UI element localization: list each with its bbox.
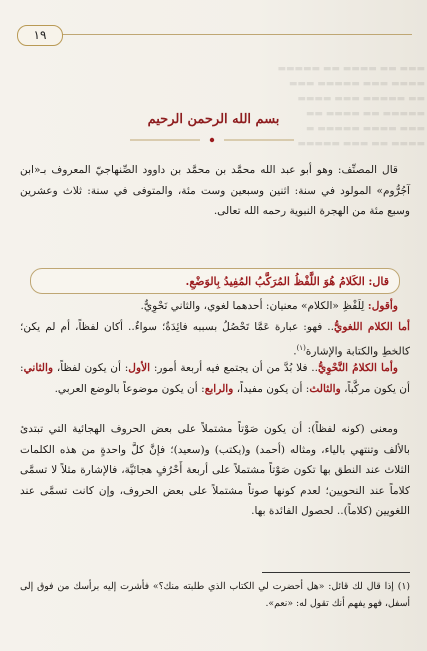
- aqool-label: وأقول:: [367, 300, 398, 312]
- paragraph-definition-text: لِلَفْظِ «الكلام» معنيان: أحدهما لغوي، والثاني نَحْوِيٌّ.: [140, 300, 365, 312]
- matn-label: قال:: [368, 275, 389, 288]
- footnote-separator: [262, 572, 410, 573]
- paragraph-linguistic-text: .. فهو: عبارة عَمَّا تَحْصُلُ بسببه فائِدَةٌ؛ سواءٌ.. أكان لفظاً، أم لم يكن؛ كالخطِ والكتابة والإشارة: [20, 321, 410, 358]
- footnote-ref[interactable]: (١): [296, 343, 306, 352]
- paragraph-grammatical: [20, 358, 410, 399]
- grammatical-label: وأما الكلامُ النَّحْوِيُّ: [318, 362, 398, 374]
- third-condition-label: والثالث: [309, 382, 341, 395]
- matn-box: [30, 268, 400, 294]
- basmala-ornament: [130, 137, 294, 143]
- lafz-meaning-text: ومعنى (كونه لفظاً): أن يكون صَوْتاً مشتملاً على بعض الحروف الهجائية التي تبتدئ بالألف وتنتهي بالياء، ومثاله (أحمد) و(يكتب) و(سعيد)؛ فإنَّ كلَّ واحدةٍ من هذه الكلمات الثلاث عند النطق بها تكون صَوْتاً مشتملاً على أربعة أَحْرُفٍ هجائيَّة، فالإشارة مثلاً لا تسمَّى كلاماً عند النحويين؛ لعدم كونها صوتاً مشتملاً على بعض الحروف، وإن كانت تسمَّى عند اللغويين (كلاماً).. لحصول الفائدة بها.: [20, 423, 410, 517]
- linguistic-label: أما الكلام اللغويُّ: [334, 321, 410, 333]
- matn-text: الكَلامُ هُوَ اللَّفْظُ المُرَكَّبُ المُفِيدُ بِالوَضْعِ.: [185, 275, 365, 288]
- header-rule: [28, 34, 412, 35]
- page-number-badge: ١٩: [17, 25, 63, 46]
- period: .: [293, 345, 297, 358]
- third-condition-text: : أن يكون مفيداً،: [236, 382, 310, 395]
- paragraph-lafz-meaning: [20, 419, 410, 522]
- second-condition-text: : أن يكون مركَّباً،: [20, 362, 410, 395]
- fourth-condition-label: والرابع: [204, 382, 234, 395]
- second-condition-label: والثاني: [23, 362, 54, 374]
- paragraph-definition: [20, 296, 410, 317]
- first-condition-text: : أن يكون لفظاً،: [56, 362, 129, 374]
- basmala-heading: بسم الله الرحمن الرحيم: [147, 112, 280, 127]
- intro-text: قال المصنِّف: وهو أبو عبد الله محمَّد بن محمَّد بن داوود الصِّنهاجيّ المعروف بـ«ابن آجُرُّوم» المولود في سنة: اثنين وسبعين وست مئة، والمتوفى في سنة: ثلاث وعشرين وسبع مئة من الهجرة النبوية رحمه الله تعالى.: [20, 164, 410, 217]
- paragraph-linguistic: [20, 317, 410, 362]
- footnote: (١) إذا قال لك قائل: «هل أحضرت لي الكتاب الذي طلبته منك؟» فأشرت إليه برأسك من فوق إلى أسفل، فهو يفهم أنك تقول له: «نعم».: [20, 581, 410, 609]
- bleed-through-text: ▬▬▬ ▬▬ ▬▬▬▬ ▬▬ ▬▬▬▬▬ ▬▬▬▬ ▬▬▬ ▬▬▬▬▬ ▬▬▬ ▬▬ ▬▬▬▬▬ ▬▬▬ ▬▬▬▬ ▬▬▬▬▬ ▬▬ ▬▬▬▬ ▬▬ ▬▬▬ ▬▬▬▬ ▬▬▬▬▬ ▬ ▬▬▬▬ ▬▬ ▬▬▬ ▬▬▬▬▬: [277, 64, 425, 149]
- fourth-condition-text: : أن يكون موضوعاً بالوضع العربي.: [54, 382, 205, 395]
- intro-paragraph: [20, 160, 410, 222]
- grammatical-text-1: .. فلا بُدَّ من أن يجتمع فيه أربعة أمور:: [153, 362, 319, 374]
- first-condition-label: الأول: [128, 362, 151, 374]
